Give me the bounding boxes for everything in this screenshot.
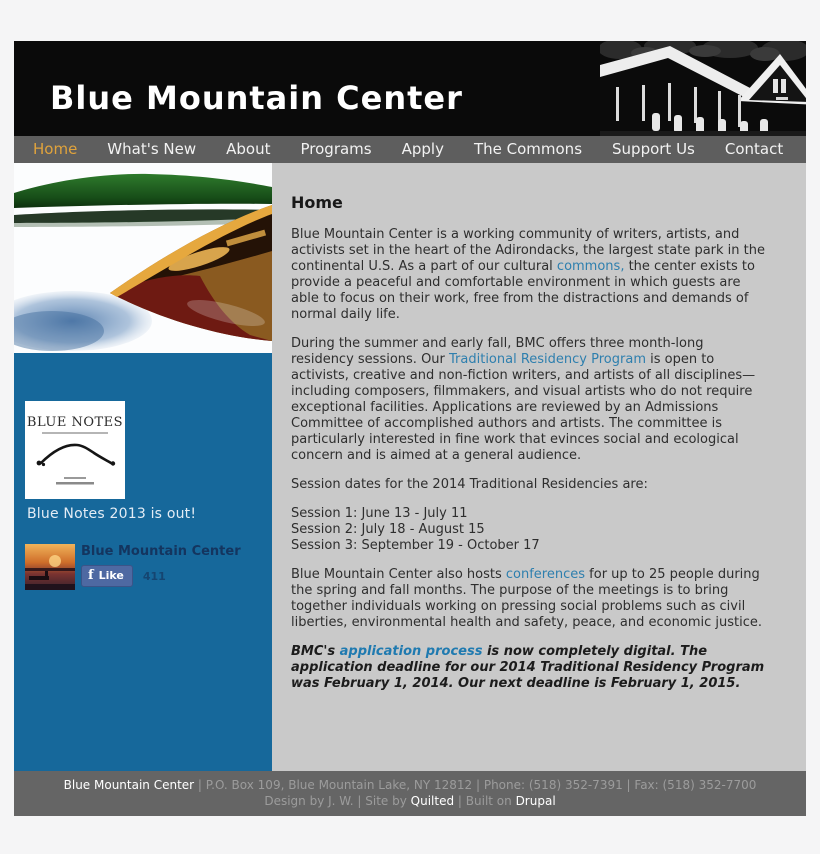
nav-item-whats-new[interactable]: What's New	[107, 140, 197, 158]
svg-text:BLUE NOTES: BLUE NOTES	[26, 415, 124, 430]
main-nav	[14, 136, 806, 163]
page-container	[14, 41, 806, 816]
session-dates-intro: Session dates for the 2014 Traditional Residencies are:	[291, 477, 648, 492]
nav-item-contact[interactable]: Contact	[724, 140, 784, 158]
session-3: Session 3: September 19 - October 17	[291, 538, 540, 553]
facebook-logo-icon: f	[88, 568, 94, 583]
paragraph-text: the center exists to provide a peaceful and comfortable environment in which guests are able to focus on their work, free from the distractions and demands of normal daily life.	[291, 259, 755, 322]
session-1: Session 1: June 13 - July 11	[291, 506, 468, 521]
blue-notes-caption: Blue Notes 2013 is out!	[27, 506, 197, 522]
footer-contact-line	[14, 777, 806, 793]
session-2: Session 2: July 18 - August 15	[291, 522, 485, 537]
traditional-residency-program-link[interactable]: Traditional Residency Program	[449, 352, 646, 367]
deadline-paragraph	[291, 644, 770, 692]
canoe-photo	[14, 163, 272, 353]
main-content	[272, 163, 806, 771]
site-title[interactable]: Blue Mountain Center	[50, 79, 463, 117]
residency-paragraph	[291, 336, 770, 464]
paragraph-text: BMC's	[291, 644, 340, 659]
page-title: Home	[291, 193, 343, 212]
paragraph-text: Blue Mountain Center also hosts	[291, 567, 506, 582]
conferences-paragraph	[291, 567, 770, 631]
site-header	[14, 41, 806, 136]
blue-notes-cover[interactable]	[25, 401, 125, 499]
facebook-like-row	[81, 565, 241, 587]
sunset-thumbnail[interactable]	[25, 544, 75, 590]
lodge-photo	[600, 41, 806, 136]
footer-site-name-link[interactable]: Blue Mountain Center	[63, 778, 195, 792]
paragraph-text: Blue Mountain Center is a working community of writers, artists, and activists set in the heart of the Adirondacks, the largest state park in the continental U.S. As a part of our cultural	[291, 227, 765, 274]
footer-credits-line	[14, 793, 806, 809]
facebook-page-link[interactable]: Blue Mountain Center	[81, 544, 241, 559]
paragraph-text: is now completely digital. The application deadline for our 2014 Traditional Residency Program was February 1, 2014. Our next deadline is February 1, 2015.	[291, 644, 765, 691]
session-dates-list	[291, 506, 770, 554]
facebook-info	[81, 544, 241, 590]
body-row	[14, 163, 806, 771]
application-process-link[interactable]: application process	[339, 644, 483, 659]
facebook-like-count: 411	[142, 569, 166, 583]
nav-item-home[interactable]: Home	[33, 140, 78, 158]
facebook-like-label: Like	[98, 569, 124, 582]
nav-item-programs[interactable]: Programs	[300, 140, 372, 158]
footer-credits-text: Design by J. W. | Site by	[264, 794, 411, 808]
nav-item-about[interactable]: About	[226, 140, 271, 158]
facebook-widget	[25, 544, 262, 590]
intro-paragraph	[291, 227, 770, 323]
nav-item-support-us[interactable]: Support Us	[612, 140, 695, 158]
nav-item-apply[interactable]: Apply	[401, 140, 444, 158]
drupal-link[interactable]: Drupal	[515, 794, 556, 808]
footer-credits-text: | Built on	[454, 794, 516, 808]
paragraph-text: for up to 25 people during the spring and fall months. The purpose of the meetings is to bring together individuals working on pressing social problems such as civil liberties, environmental health and safety, peace, and economic justice.	[291, 567, 762, 630]
site-footer	[14, 771, 806, 816]
nav-item-the-commons[interactable]: The Commons	[473, 140, 583, 158]
conferences-link[interactable]: conferences	[505, 567, 586, 582]
paragraph-text: is open to activists, creative and non-fiction writers, and artists of all disciplines—including composers, filmmakers, and visual artists who do not require exceptional facilities. Applications are reviewed by an Admissions Committee of accomplished authors and artists. The committee is particularly interested in fine work that evinces social and ecological concern and is aimed at a general audience.	[291, 352, 756, 463]
commons-link[interactable]: commons,	[556, 259, 625, 274]
sidebar-blue-panel	[14, 353, 272, 771]
footer-address: | P.O. Box 109, Blue Mountain Lake, NY 12812 | Phone: (518) 352-7391 | Fax: (518) 352-7700	[194, 778, 757, 792]
facebook-like-button[interactable]	[81, 565, 133, 587]
quilted-link[interactable]: Quilted	[410, 794, 455, 808]
paragraph-text: During the summer and early fall, BMC offers three month-long residency sessions. Our	[291, 336, 704, 367]
sidebar	[14, 163, 272, 771]
